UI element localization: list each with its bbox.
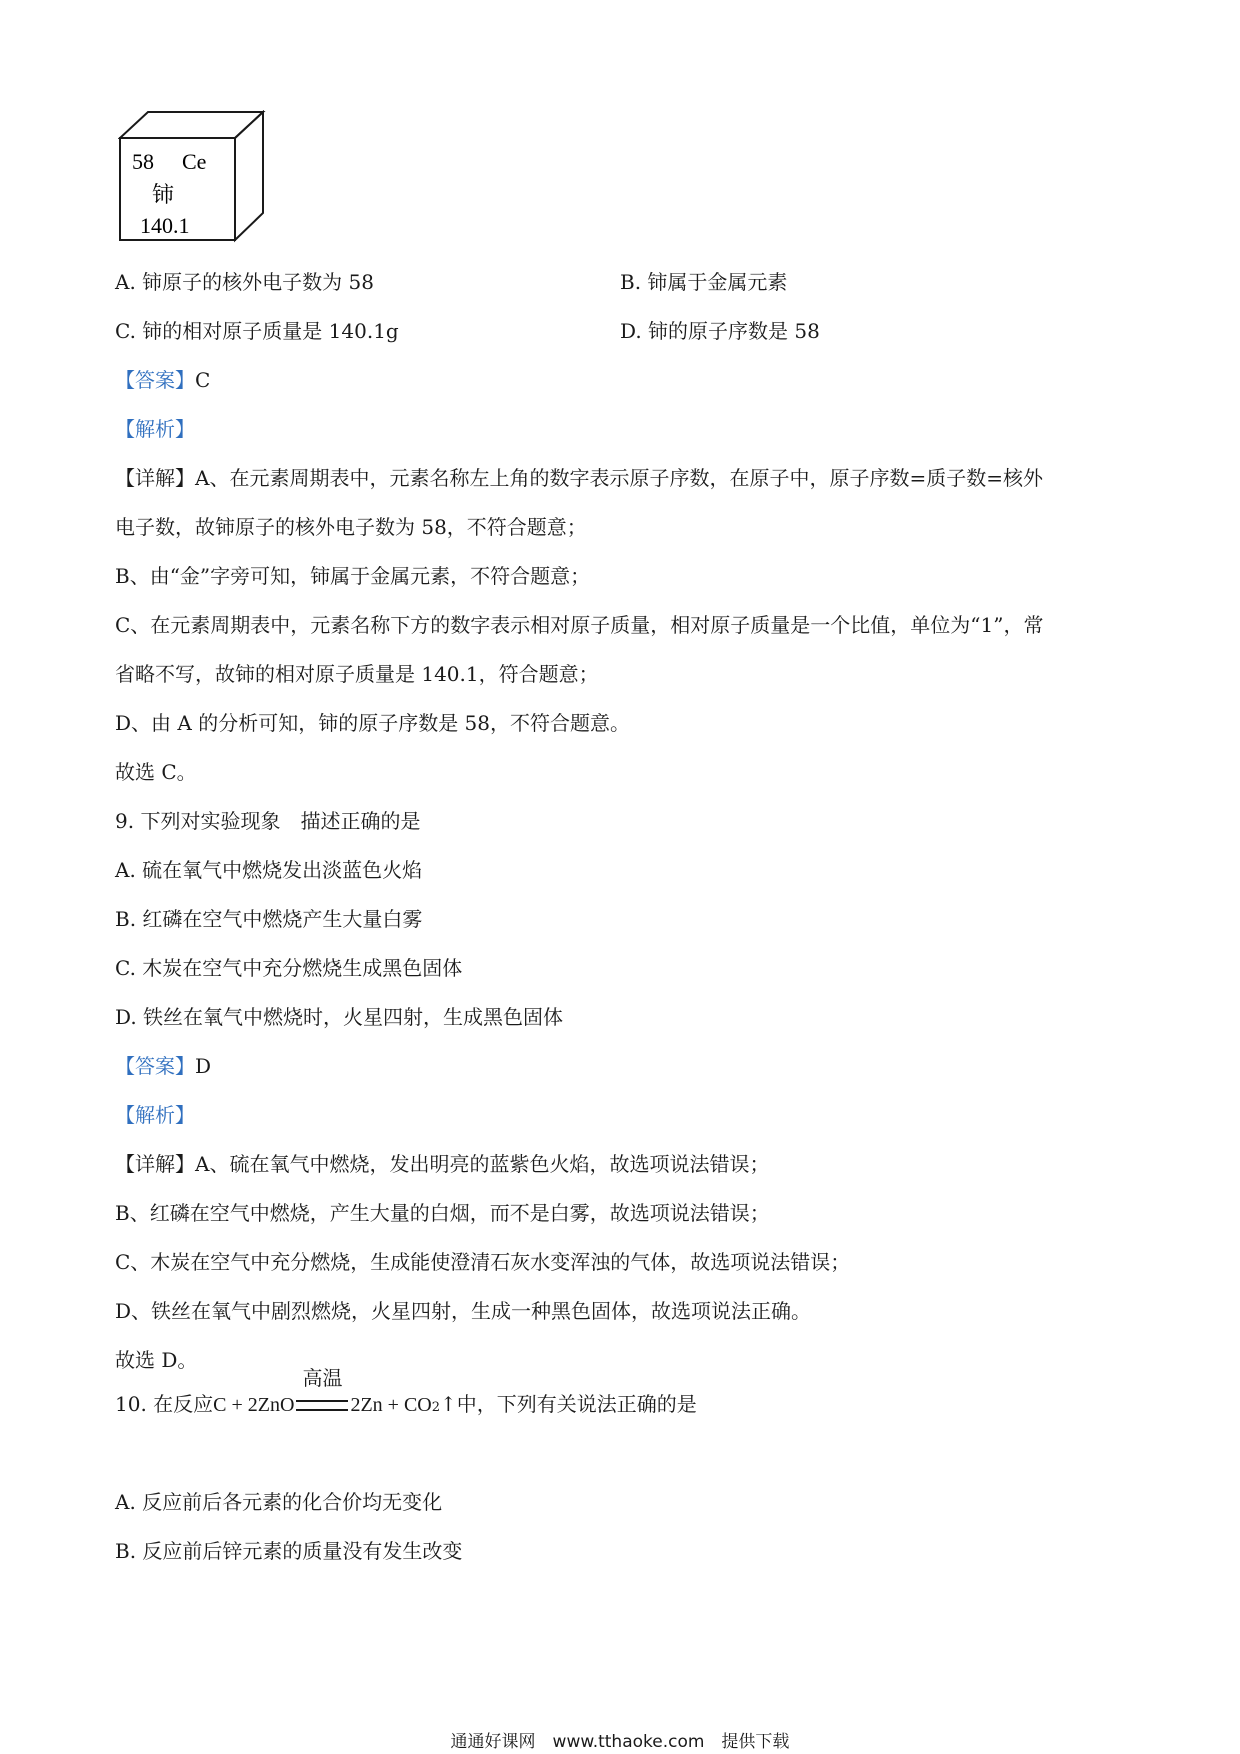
q8-option-d: D. 铈的原子序数是 58: [620, 319, 820, 343]
answer-tag: 【答案】: [115, 1054, 195, 1078]
cube-side-face: [235, 112, 263, 240]
q8-conclusion: 故选 C。: [115, 760, 197, 784]
q9-option-c: C. 木炭在空气中充分燃烧生成黑色固体: [115, 956, 463, 980]
reaction-condition: 高温: [302, 1366, 343, 1390]
q8-option-a: A. 铈原子的核外电子数为 58: [115, 270, 374, 294]
detail-tag: 【详解】: [115, 466, 195, 490]
q10-products: 2Zn + CO: [350, 1394, 432, 1416]
detail-text: A、在元素周期表中，元素名称左上角的数字表示原子序数，在原子中，原子序数=质子数=核外: [195, 466, 1043, 490]
q8-detail-line-2: 电子数，故铈原子的核外电子数为 58，不符合题意；: [115, 515, 587, 539]
equals-sign: [296, 1400, 348, 1411]
q9-analysis-tag: 【解析】: [115, 1103, 195, 1127]
q10-suffix: 中，下列有关说法正确的是: [456, 1392, 697, 1416]
q9-detail-line-2: B、红磷在空气中燃烧，产生大量的白烟，而不是白雾，故选项说法错误；: [115, 1201, 770, 1225]
q8-detail-line-5: 省略不写，故铈的相对原子质量是 140.1，符合题意；: [115, 662, 599, 686]
q8-detail-line-3: B、由“金”字旁可知，铈属于金属元素，不符合题意；: [115, 564, 591, 588]
q8-detail-line-4: C、在元素周期表中，元素名称下方的数字表示相对原子质量，相对原子质量是一个比值，单位为“1”，常: [115, 613, 1044, 637]
q8-answer: [115, 366, 210, 394]
q8-option-c: C. 铈的相对原子质量是 140.1g: [115, 319, 399, 343]
q8-detail-line-1: [115, 464, 1043, 492]
detail-tag: 【详解】: [115, 1152, 195, 1176]
atomic-mass: 140.1: [140, 213, 190, 238]
answer-value: D: [195, 1054, 212, 1078]
answer-value: C: [195, 368, 211, 392]
detail-text: A、硫在氧气中燃烧，发出明亮的蓝紫色火焰，故选项说法错误；: [195, 1152, 770, 1176]
q9-detail-line-3: C、木炭在空气中充分燃烧，生成能使澄清石灰水变浑浊的气体，故选项说法错误；: [115, 1250, 851, 1274]
q10-prefix: 10. 在反应: [115, 1392, 214, 1416]
element-card: [118, 110, 278, 249]
q10-subscript: 2: [431, 1400, 441, 1415]
element-symbol: Ce: [182, 149, 207, 174]
reaction-condition-arrow: [296, 1366, 348, 1416]
q9-option-a: A. 硫在氧气中燃烧发出淡蓝色火焰: [115, 858, 423, 882]
q10-stem: [115, 1366, 697, 1417]
element-card-cube: [118, 110, 278, 245]
q9-answer: [115, 1052, 211, 1080]
q9-stem: 9. 下列对实验现象 描述正确的是: [115, 809, 421, 833]
answer-tag: 【答案】: [115, 368, 195, 392]
q9-option-b: B. 红磷在空气中燃烧产生大量白雾: [115, 907, 423, 931]
atomic-number: 58: [132, 149, 154, 174]
q9-conclusion: 故选 D。: [115, 1348, 198, 1372]
q8-analysis-tag: 【解析】: [115, 417, 195, 441]
element-name: 铈: [152, 183, 175, 208]
q10-reactants: C + 2ZnO: [213, 1394, 295, 1416]
q8-detail-line-6: D、由 A 的分析可知，铈的原子序数是 58，不符合题意。: [115, 711, 630, 735]
q9-option-d: D. 铁丝在氧气中燃烧时，火星四射，生成黑色固体: [115, 1005, 564, 1029]
gas-arrow-icon: ↑: [440, 1392, 457, 1416]
q10-option-b: B. 反应前后锌元素的质量没有发生改变: [115, 1539, 463, 1563]
page-footer: 通通好课网 www.tthaoke.com 提供下载: [450, 1732, 790, 1752]
cube-top-face: [120, 112, 263, 138]
q9-detail-line-4: D、铁丝在氧气中剧烈燃烧，火星四射，生成一种黑色固体，故选项说法正确。: [115, 1299, 812, 1323]
q10-option-a: A. 反应前后各元素的化合价均无变化: [115, 1490, 443, 1514]
q8-option-b: B. 铈属于金属元素: [620, 270, 788, 294]
q9-detail-line-1: [115, 1150, 769, 1178]
